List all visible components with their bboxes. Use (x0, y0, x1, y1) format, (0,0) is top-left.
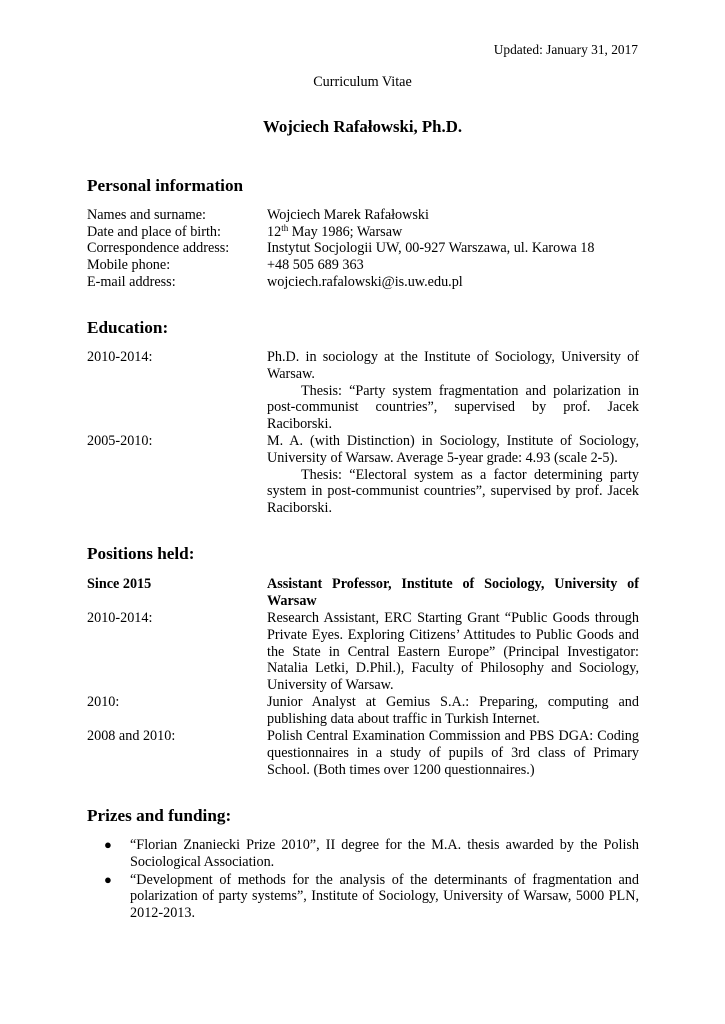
document-label: Curriculum Vitae (313, 74, 412, 90)
list-item (104, 837, 639, 871)
position-entry (87, 728, 639, 778)
info-row (87, 207, 639, 224)
position-entry (87, 694, 639, 728)
info-label: E-mail address: (87, 274, 176, 290)
section-heading-prizes: Prizes and funding: (87, 806, 232, 825)
list-item (104, 872, 639, 922)
info-row (87, 257, 639, 274)
thesis-description: Thesis: “Party system fragmentation and polarization in post-communist countries”, supervised by prof. Jacek Raciborski. (267, 382, 639, 433)
info-label: Date and place of birth: (87, 224, 221, 240)
education-entry (87, 349, 639, 433)
education-entry (87, 433, 639, 517)
info-label: Names and surname: (87, 207, 206, 223)
entry-date: 2010: (87, 694, 120, 710)
prizes-list (104, 837, 639, 923)
entry-date: 2008 and 2010: (87, 728, 176, 744)
info-row (87, 240, 639, 257)
entry-description: Polish Central Examination Commission and PBS DGA: Coding questionnaires in a study of pupils of 3rd class of Primary School. (Both times over 1200 questionnaires.) (267, 728, 639, 778)
prize-text: “Development of methods for the analysis of the determinants of fragmentation and polarization of party systems”, Institute of Sociology, University of Warsaw, 5000 PLN, 2012-2013. (130, 871, 639, 922)
info-label: Correspondence address: (87, 240, 230, 256)
section-heading-education: Education: (87, 318, 169, 337)
entry-description: Assistant Professor, Institute of Sociology, University of Warsaw (267, 576, 639, 609)
section-heading-personal: Personal information (87, 176, 244, 195)
info-value: +48 505 689 363 (267, 257, 364, 273)
entry-description: Research Assistant, ERC Starting Grant “Public Goods through Private Eyes. Exploring Citizens’ Attitudes to Public Goods and the State in Central Eastern Europe” (Principal Investigator: Natalia Letki, D.Phil.), Faculty of Philosophy and Sociology, University of Warsaw. (267, 610, 639, 694)
bullet-icon: ● (104, 837, 112, 852)
prize-text: “Florian Znaniecki Prize 2010”, II degree for the M.A. thesis awarded by the Polish Sociological Association. (130, 837, 639, 870)
entry-date: Since 2015 (87, 576, 152, 592)
entry-date: 2010-2014: (87, 610, 153, 626)
info-value: 12th May 1986; Warsaw (267, 223, 403, 240)
entry-description: Ph.D. in sociology at the Institute of Sociology, University of Warsaw. (267, 349, 639, 382)
bullet-icon: ● (104, 871, 112, 887)
position-entry (87, 576, 639, 610)
info-value: Wojciech Marek Rafałowski (267, 207, 429, 223)
info-value: Instytut Socjologii UW, 00-927 Warszawa, ul. Karowa 18 (267, 240, 595, 256)
entry-date: 2005-2010: (87, 433, 153, 449)
entry-date: 2010-2014: (87, 349, 153, 365)
entry-description: M. A. (with Distinction) in Sociology, Institute of Sociology, University of Warsaw. Average 5-year grade: 4.93 (scale 2-5). (267, 433, 639, 466)
email-value: wojciech.rafalowski@is.uw.edu.pl (267, 274, 463, 290)
info-label: Mobile phone: (87, 257, 171, 273)
section-heading-positions: Positions held: (87, 544, 195, 563)
info-row (87, 274, 639, 291)
thesis-description: Thesis: “Electoral system as a factor determining party system in post-communist countries”, supervised by prof. Jacek Raciborski. (267, 466, 639, 517)
position-entry (87, 610, 639, 694)
page-title: Wojciech Rafałowski, Ph.D. (262, 117, 463, 136)
info-row (87, 224, 639, 241)
entry-description: Junior Analyst at Gemius S.A.: Preparing, computing and publishing data about traffic in Turkish Internet. (267, 694, 639, 727)
updated-date: Updated: January 31, 2017 (493, 42, 638, 57)
